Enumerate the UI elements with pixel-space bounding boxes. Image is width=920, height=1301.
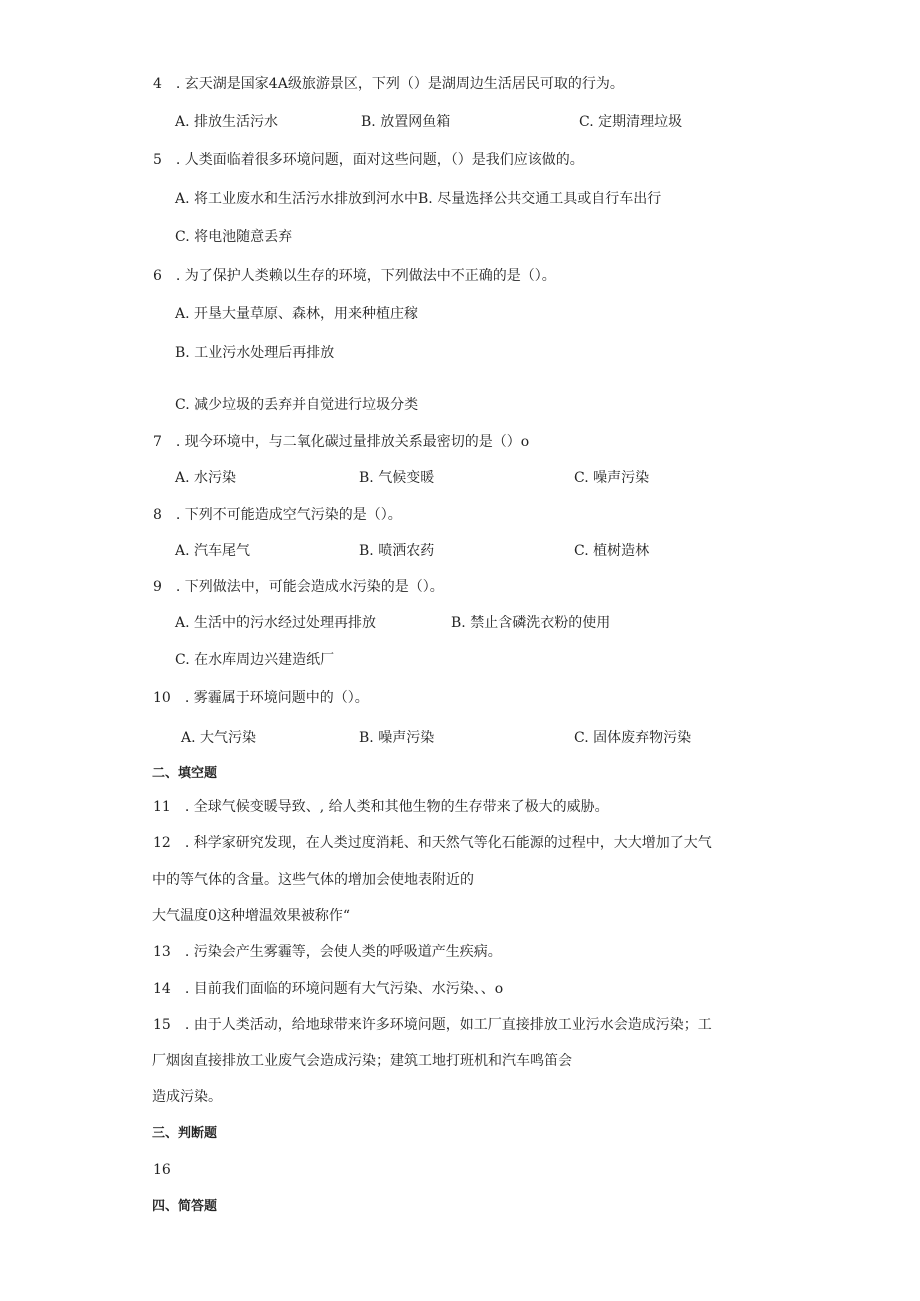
question-16: 16 [153,1162,171,1178]
question-9-option-b: B. 禁止含磷洗衣粉的使用 [451,615,611,631]
question-8-option-a: A. 汽车尾气 [175,543,251,559]
question-13: 13 . 污染会产生雾霾等，会使人类的呼吸道产生疾病。 [153,944,502,960]
question-5-options-ab: A. 将工业废水和生活污水排放到河水中B. 尽量选择公共交通工具或自行车出行 [175,191,662,207]
question-10-option-b: B. 噪声污染 [359,730,435,746]
question-12-line-3: 大气温度0这种增温效果被称作“ [152,908,351,924]
question-4-option-c: C. 定期清理垃圾 [579,114,683,130]
question-8-option-c: C. 植树造林 [574,543,650,559]
question-4-option-a: A. 排放生活污水 [175,114,279,130]
section-heading-fill-in: 二、填空题 [152,766,218,781]
question-7-option-b: B. 气候变暖 [359,470,435,486]
section-heading-short-answer: 四、简答题 [152,1199,218,1214]
question-10-stem: 10 . 雾霾属于环境问题中的（）。 [153,690,369,706]
question-4-stem: 4 . 玄天湖是国家4A级旅游景区，下列（）是湖周边生活居民可取的行为。 [153,76,624,92]
question-10-option-a: A. 大气污染 [181,730,257,746]
question-4-option-b: B. 放置网鱼箱 [361,114,451,130]
question-7-option-c: C. 噪声污染 [574,470,650,486]
question-15-line-3: 造成污染。 [152,1089,222,1105]
question-12-line-1: 12 . 科学家研究发现，在人类过度消耗、和天然气等化石能源的过程中，大大增加了大气 [153,835,712,851]
question-6-option-c: C. 减少垃圾的丢弃并自觉进行垃圾分类 [175,397,419,413]
question-10-option-c: C. 固体废弃物污染 [574,730,692,746]
question-9-stem: 9 . 下列做法中，可能会造成水污染的是（）。 [153,579,444,595]
question-6-stem: 6 . 为了保护人类赖以生存的环境，下列做法中不正确的是（）。 [153,268,556,284]
question-8-stem: 8 . 下列不可能造成空气污染的是（）。 [153,507,402,523]
question-15-line-1: 15 . 由于人类活动，给地球带来许多环境问题，如工厂直接排放工业污水会造成污染；工 [153,1017,712,1033]
question-5-stem: 5 . 人类面临着很多环境问题，面对这些问题，（）是我们应该做的。 [153,152,584,168]
question-6-option-a: A. 开垦大量草原、森林，用来种植庄稼 [175,306,419,322]
question-6-option-b: B. 工业污水处理后再排放 [175,345,335,361]
question-8-option-b: B. 喷洒农药 [359,543,435,559]
question-5-option-c: C. 将电池随意丢弃 [175,229,293,245]
question-9-option-c: C. 在水库周边兴建造纸厂 [175,652,335,668]
question-12-line-2: 中的等气体的含量。这些气体的增加会使地表附近的 [152,872,474,888]
question-7-stem: 7 . 现今环境中，与二氧化碳过量排放关系最密切的是（）o [153,434,530,450]
question-14: 14 . 目前我们面临的环境问题有大气污染、水污染、、o [153,981,504,997]
question-11: 11 . 全球气候变暖导致、, 给人类和其他生物的生存带来了极大的威胁。 [153,799,609,815]
section-heading-true-false: 三、判断题 [152,1126,218,1141]
question-15-line-2: 厂烟囱直接排放工业废气会造成污染；建筑工地打班机和汽车鸣笛会 [152,1053,572,1069]
question-7-option-a: A. 水污染 [175,470,237,486]
question-9-option-a: A. 生活中的污水经过处理再排放 [175,615,377,631]
